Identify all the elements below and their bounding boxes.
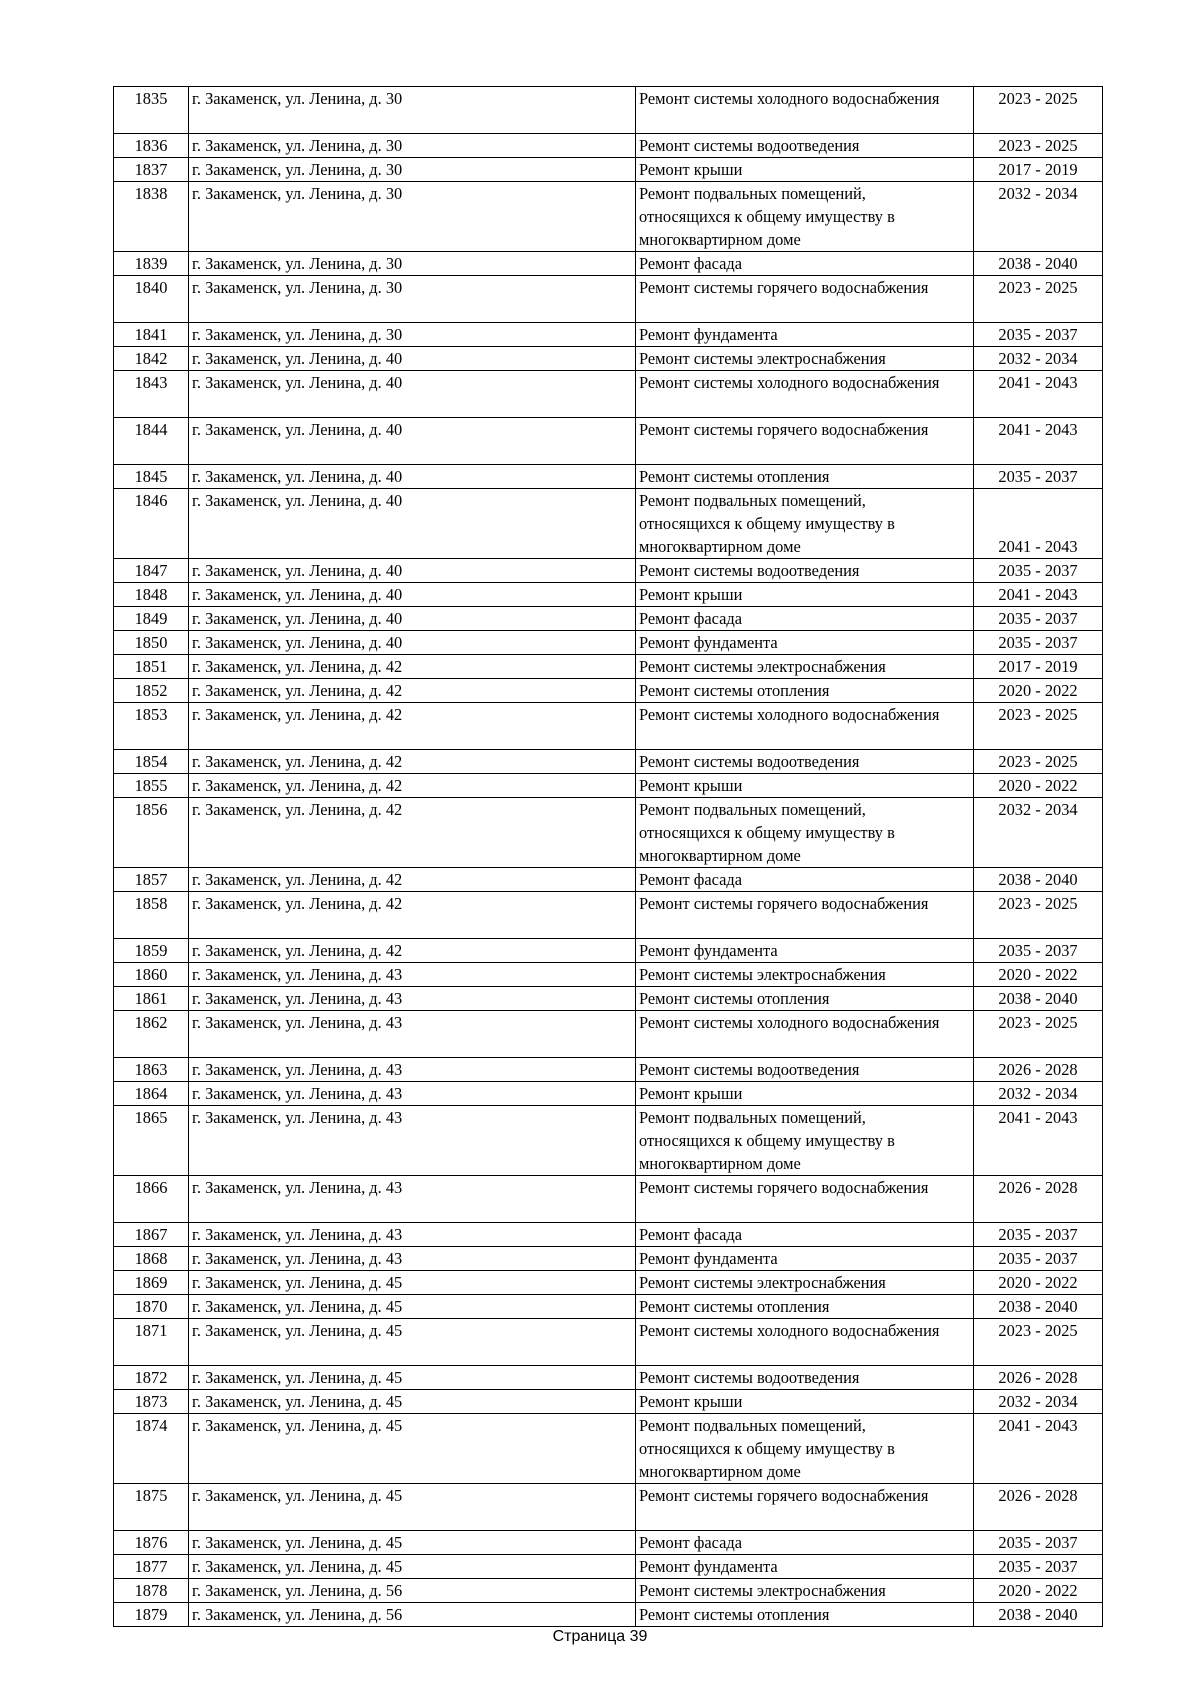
address-cell: г. Закаменск, ул. Ленина, д. 45 [189, 1555, 636, 1579]
period-cell: 2020 - 2022 [974, 774, 1103, 798]
work-type-cell: Ремонт системы электроснабжения [636, 1579, 974, 1603]
address-cell: г. Закаменск, ул. Ленина, д. 40 [189, 465, 636, 489]
table-row [114, 418, 1103, 465]
row-number-cell: 1860 [114, 963, 189, 987]
row-number-cell: 1836 [114, 134, 189, 158]
table-row [114, 1106, 1103, 1176]
work-type-cell: Ремонт системы холодного водоснабжения [636, 1319, 974, 1366]
address-cell: г. Закаменск, ул. Ленина, д. 45 [189, 1271, 636, 1295]
address-cell: г. Закаменск, ул. Ленина, д. 30 [189, 87, 636, 134]
period-cell: 2041 - 2043 [974, 371, 1103, 418]
table-row [114, 1484, 1103, 1531]
period-cell: 2035 - 2037 [974, 1531, 1103, 1555]
table-row [114, 1531, 1103, 1555]
address-cell: г. Закаменск, ул. Ленина, д. 45 [189, 1414, 636, 1484]
work-type-cell: Ремонт системы горячего водоснабжения [636, 1176, 974, 1223]
address-cell: г. Закаменск, ул. Ленина, д. 30 [189, 134, 636, 158]
work-type-cell: Ремонт системы электроснабжения [636, 655, 974, 679]
address-cell: г. Закаменск, ул. Ленина, д. 42 [189, 798, 636, 868]
table-row [114, 559, 1103, 583]
work-type-cell: Ремонт подвальных помещений, относящихся к общему имуществу в многоквартирном доме [636, 489, 974, 559]
work-type-cell: Ремонт фасада [636, 1531, 974, 1555]
address-cell: г. Закаменск, ул. Ленина, д. 30 [189, 276, 636, 323]
row-number-cell: 1835 [114, 87, 189, 134]
address-cell: г. Закаменск, ул. Ленина, д. 45 [189, 1390, 636, 1414]
work-type-cell: Ремонт фундамента [636, 631, 974, 655]
table-row [114, 868, 1103, 892]
period-cell: 2035 - 2037 [974, 1247, 1103, 1271]
work-type-cell: Ремонт подвальных помещений, относящихся к общему имуществу в многоквартирном доме [636, 1414, 974, 1484]
period-cell: 2038 - 2040 [974, 252, 1103, 276]
period-cell: 2026 - 2028 [974, 1484, 1103, 1531]
period-cell: 2032 - 2034 [974, 182, 1103, 252]
table-row [114, 1176, 1103, 1223]
address-cell: г. Закаменск, ул. Ленина, д. 45 [189, 1366, 636, 1390]
table-row [114, 1082, 1103, 1106]
table-row [114, 1011, 1103, 1058]
work-type-cell: Ремонт системы водоотведения [636, 750, 974, 774]
row-number-cell: 1851 [114, 655, 189, 679]
table-row [114, 987, 1103, 1011]
period-cell: 2032 - 2034 [974, 347, 1103, 371]
period-cell: 2038 - 2040 [974, 868, 1103, 892]
table-row [114, 703, 1103, 750]
table-row [114, 1390, 1103, 1414]
table-body [114, 87, 1103, 1627]
row-number-cell: 1850 [114, 631, 189, 655]
table-row [114, 1271, 1103, 1295]
row-number-cell: 1874 [114, 1414, 189, 1484]
period-cell: 2035 - 2037 [974, 1555, 1103, 1579]
period-cell: 2035 - 2037 [974, 323, 1103, 347]
period-cell: 2041 - 2043 [974, 1106, 1103, 1176]
table-row [114, 465, 1103, 489]
address-cell: г. Закаменск, ул. Ленина, д. 42 [189, 655, 636, 679]
row-number-cell: 1847 [114, 559, 189, 583]
row-number-cell: 1872 [114, 1366, 189, 1390]
table-row [114, 182, 1103, 252]
work-type-cell: Ремонт крыши [636, 1390, 974, 1414]
table-row [114, 798, 1103, 868]
address-cell: г. Закаменск, ул. Ленина, д. 45 [189, 1319, 636, 1366]
work-type-cell: Ремонт подвальных помещений, относящихся к общему имуществу в многоквартирном доме [636, 798, 974, 868]
table-row [114, 347, 1103, 371]
period-cell: 2020 - 2022 [974, 679, 1103, 703]
period-cell: 2023 - 2025 [974, 276, 1103, 323]
table-row [114, 892, 1103, 939]
period-cell: 2032 - 2034 [974, 1082, 1103, 1106]
work-type-cell: Ремонт системы горячего водоснабжения [636, 276, 974, 323]
table-row [114, 371, 1103, 418]
row-number-cell: 1878 [114, 1579, 189, 1603]
work-type-cell: Ремонт системы электроснабжения [636, 347, 974, 371]
table-row [114, 679, 1103, 703]
work-type-cell: Ремонт подвальных помещений, относящихся к общему имуществу в многоквартирном доме [636, 182, 974, 252]
work-type-cell: Ремонт системы отопления [636, 987, 974, 1011]
table-row [114, 1247, 1103, 1271]
address-cell: г. Закаменск, ул. Ленина, д. 43 [189, 987, 636, 1011]
period-cell: 2023 - 2025 [974, 892, 1103, 939]
period-cell: 2017 - 2019 [974, 158, 1103, 182]
address-cell: г. Закаменск, ул. Ленина, д. 40 [189, 347, 636, 371]
address-cell: г. Закаменск, ул. Ленина, д. 43 [189, 1176, 636, 1223]
work-type-cell: Ремонт крыши [636, 158, 974, 182]
row-number-cell: 1838 [114, 182, 189, 252]
work-type-cell: Ремонт фасада [636, 252, 974, 276]
period-cell: 2023 - 2025 [974, 1011, 1103, 1058]
period-cell: 2035 - 2037 [974, 607, 1103, 631]
address-cell: г. Закаменск, ул. Ленина, д. 43 [189, 963, 636, 987]
work-type-cell: Ремонт фундамента [636, 1555, 974, 1579]
period-cell: 2041 - 2043 [974, 583, 1103, 607]
address-cell: г. Закаменск, ул. Ленина, д. 30 [189, 182, 636, 252]
row-number-cell: 1879 [114, 1603, 189, 1627]
period-cell: 2020 - 2022 [974, 1579, 1103, 1603]
row-number-cell: 1859 [114, 939, 189, 963]
address-cell: г. Закаменск, ул. Ленина, д. 42 [189, 750, 636, 774]
work-type-cell: Ремонт крыши [636, 774, 974, 798]
period-cell: 2038 - 2040 [974, 1295, 1103, 1319]
period-cell: 2041 - 2043 [974, 1414, 1103, 1484]
row-number-cell: 1868 [114, 1247, 189, 1271]
work-type-cell: Ремонт фасада [636, 1223, 974, 1247]
address-cell: г. Закаменск, ул. Ленина, д. 45 [189, 1531, 636, 1555]
row-number-cell: 1857 [114, 868, 189, 892]
work-type-cell: Ремонт системы горячего водоснабжения [636, 892, 974, 939]
table-row [114, 774, 1103, 798]
period-cell: 2023 - 2025 [974, 750, 1103, 774]
period-cell: 2041 - 2043 [974, 489, 1103, 559]
period-cell: 2038 - 2040 [974, 987, 1103, 1011]
address-cell: г. Закаменск, ул. Ленина, д. 43 [189, 1106, 636, 1176]
table-row [114, 158, 1103, 182]
work-type-cell: Ремонт системы водоотведения [636, 559, 974, 583]
table-row [114, 276, 1103, 323]
period-cell: 2023 - 2025 [974, 87, 1103, 134]
row-number-cell: 1862 [114, 1011, 189, 1058]
address-cell: г. Закаменск, ул. Ленина, д. 40 [189, 371, 636, 418]
table-row [114, 252, 1103, 276]
table-row [114, 655, 1103, 679]
row-number-cell: 1845 [114, 465, 189, 489]
period-cell: 2032 - 2034 [974, 1390, 1103, 1414]
row-number-cell: 1870 [114, 1295, 189, 1319]
row-number-cell: 1867 [114, 1223, 189, 1247]
table-row [114, 607, 1103, 631]
address-cell: г. Закаменск, ул. Ленина, д. 30 [189, 252, 636, 276]
work-type-cell: Ремонт системы отопления [636, 1295, 974, 1319]
address-cell: г. Закаменск, ул. Ленина, д. 56 [189, 1603, 636, 1627]
work-type-cell: Ремонт фасада [636, 607, 974, 631]
address-cell: г. Закаменск, ул. Ленина, д. 40 [189, 489, 636, 559]
table-row [114, 1319, 1103, 1366]
work-type-cell: Ремонт системы отопления [636, 679, 974, 703]
period-cell: 2035 - 2037 [974, 1223, 1103, 1247]
table-row [114, 1295, 1103, 1319]
row-number-cell: 1873 [114, 1390, 189, 1414]
row-number-cell: 1864 [114, 1082, 189, 1106]
address-cell: г. Закаменск, ул. Ленина, д. 42 [189, 703, 636, 750]
address-cell: г. Закаменск, ул. Ленина, д. 40 [189, 631, 636, 655]
row-number-cell: 1844 [114, 418, 189, 465]
period-cell: 2020 - 2022 [974, 963, 1103, 987]
table-row [114, 87, 1103, 134]
table-row [114, 1223, 1103, 1247]
table-row [114, 489, 1103, 559]
table-row [114, 963, 1103, 987]
work-type-cell: Ремонт системы отопления [636, 465, 974, 489]
row-number-cell: 1854 [114, 750, 189, 774]
period-cell: 2020 - 2022 [974, 1271, 1103, 1295]
table-row [114, 1366, 1103, 1390]
row-number-cell: 1861 [114, 987, 189, 1011]
address-cell: г. Закаменск, ул. Ленина, д. 45 [189, 1295, 636, 1319]
row-number-cell: 1863 [114, 1058, 189, 1082]
address-cell: г. Закаменск, ул. Ленина, д. 43 [189, 1247, 636, 1271]
address-cell: г. Закаменск, ул. Ленина, д. 45 [189, 1484, 636, 1531]
row-number-cell: 1842 [114, 347, 189, 371]
period-cell: 2026 - 2028 [974, 1366, 1103, 1390]
work-type-cell: Ремонт системы водоотведения [636, 134, 974, 158]
address-cell: г. Закаменск, ул. Ленина, д. 30 [189, 158, 636, 182]
row-number-cell: 1877 [114, 1555, 189, 1579]
row-number-cell: 1840 [114, 276, 189, 323]
address-cell: г. Закаменск, ул. Ленина, д. 40 [189, 418, 636, 465]
row-number-cell: 1841 [114, 323, 189, 347]
row-number-cell: 1865 [114, 1106, 189, 1176]
period-cell: 2023 - 2025 [974, 134, 1103, 158]
work-type-cell: Ремонт системы холодного водоснабжения [636, 371, 974, 418]
row-number-cell: 1849 [114, 607, 189, 631]
row-number-cell: 1843 [114, 371, 189, 418]
period-cell: 2023 - 2025 [974, 703, 1103, 750]
work-type-cell: Ремонт системы холодного водоснабжения [636, 87, 974, 134]
table-row [114, 1579, 1103, 1603]
address-cell: г. Закаменск, ул. Ленина, д. 42 [189, 868, 636, 892]
table-row [114, 1414, 1103, 1484]
work-type-cell: Ремонт крыши [636, 1082, 974, 1106]
period-cell: 2023 - 2025 [974, 1319, 1103, 1366]
address-cell: г. Закаменск, ул. Ленина, д. 43 [189, 1058, 636, 1082]
work-type-cell: Ремонт системы водоотведения [636, 1366, 974, 1390]
row-number-cell: 1848 [114, 583, 189, 607]
address-cell: г. Закаменск, ул. Ленина, д. 43 [189, 1223, 636, 1247]
address-cell: г. Закаменск, ул. Ленина, д. 40 [189, 559, 636, 583]
table-row [114, 750, 1103, 774]
work-type-cell: Ремонт системы горячего водоснабжения [636, 1484, 974, 1531]
period-cell: 2041 - 2043 [974, 418, 1103, 465]
address-cell: г. Закаменск, ул. Ленина, д. 42 [189, 679, 636, 703]
page-number: Страница 39 [552, 1628, 648, 1645]
work-type-cell: Ремонт фундамента [636, 1247, 974, 1271]
address-cell: г. Закаменск, ул. Ленина, д. 40 [189, 607, 636, 631]
row-number-cell: 1866 [114, 1176, 189, 1223]
work-type-cell: Ремонт подвальных помещений, относящихся к общему имуществу в многоквартирном доме [636, 1106, 974, 1176]
work-type-cell: Ремонт фундамента [636, 323, 974, 347]
table-row [114, 1555, 1103, 1579]
period-cell: 2035 - 2037 [974, 465, 1103, 489]
period-cell: 2032 - 2034 [974, 798, 1103, 868]
work-type-cell: Ремонт системы отопления [636, 1603, 974, 1627]
work-type-cell: Ремонт системы электроснабжения [636, 963, 974, 987]
work-type-cell: Ремонт системы водоотведения [636, 1058, 974, 1082]
work-type-cell: Ремонт системы горячего водоснабжения [636, 418, 974, 465]
row-number-cell: 1858 [114, 892, 189, 939]
table-row [114, 323, 1103, 347]
row-number-cell: 1869 [114, 1271, 189, 1295]
address-cell: г. Закаменск, ул. Ленина, д. 56 [189, 1579, 636, 1603]
works-table [113, 86, 1103, 1627]
row-number-cell: 1856 [114, 798, 189, 868]
work-type-cell: Ремонт системы холодного водоснабжения [636, 1011, 974, 1058]
period-cell: 2026 - 2028 [974, 1058, 1103, 1082]
period-cell: 2038 - 2040 [974, 1603, 1103, 1627]
period-cell: 2017 - 2019 [974, 655, 1103, 679]
table-row [114, 134, 1103, 158]
period-cell: 2026 - 2028 [974, 1176, 1103, 1223]
address-cell: г. Закаменск, ул. Ленина, д. 42 [189, 774, 636, 798]
work-type-cell: Ремонт системы электроснабжения [636, 1271, 974, 1295]
period-cell: 2035 - 2037 [974, 631, 1103, 655]
row-number-cell: 1875 [114, 1484, 189, 1531]
work-type-cell: Ремонт системы холодного водоснабжения [636, 703, 974, 750]
address-cell: г. Закаменск, ул. Ленина, д. 42 [189, 892, 636, 939]
address-cell: г. Закаменск, ул. Ленина, д. 40 [189, 583, 636, 607]
table-row [114, 939, 1103, 963]
address-cell: г. Закаменск, ул. Ленина, д. 43 [189, 1082, 636, 1106]
row-number-cell: 1837 [114, 158, 189, 182]
work-type-cell: Ремонт фундамента [636, 939, 974, 963]
table-row [114, 1058, 1103, 1082]
address-cell: г. Закаменск, ул. Ленина, д. 43 [189, 1011, 636, 1058]
row-number-cell: 1855 [114, 774, 189, 798]
table-row [114, 1603, 1103, 1627]
work-type-cell: Ремонт фасада [636, 868, 974, 892]
row-number-cell: 1876 [114, 1531, 189, 1555]
row-number-cell: 1852 [114, 679, 189, 703]
row-number-cell: 1839 [114, 252, 189, 276]
row-number-cell: 1853 [114, 703, 189, 750]
row-number-cell: 1846 [114, 489, 189, 559]
address-cell: г. Закаменск, ул. Ленина, д. 30 [189, 323, 636, 347]
address-cell: г. Закаменск, ул. Ленина, д. 42 [189, 939, 636, 963]
table-row [114, 631, 1103, 655]
table-row [114, 583, 1103, 607]
work-type-cell: Ремонт крыши [636, 583, 974, 607]
period-cell: 2035 - 2037 [974, 939, 1103, 963]
row-number-cell: 1871 [114, 1319, 189, 1366]
period-cell: 2035 - 2037 [974, 559, 1103, 583]
